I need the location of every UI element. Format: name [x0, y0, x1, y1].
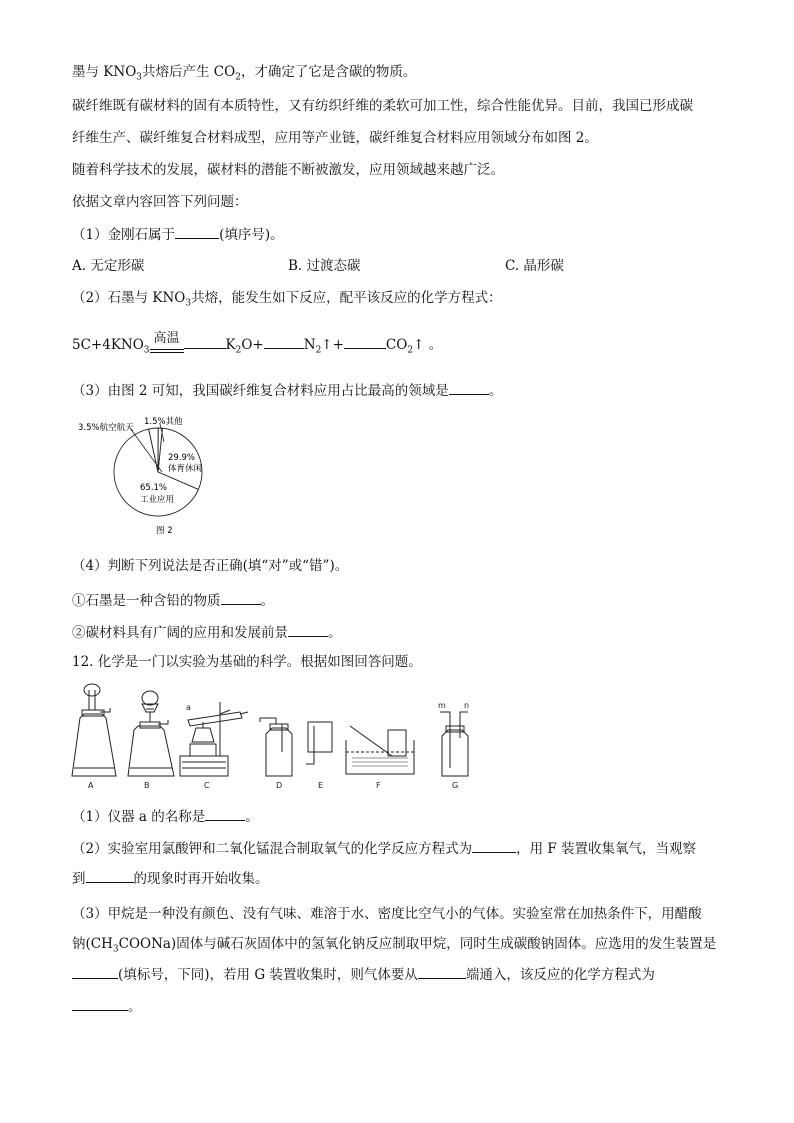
q4-item-1-blank[interactable]: [221, 590, 261, 605]
intro-line-2: 碳纤维既有碳材料的固有本质特性，又有纺织纤维的柔软可加工性，综合性能优异。目前，我国已形成碳: [72, 98, 693, 114]
svg-text:E: E: [318, 781, 324, 790]
q12-part-3-blank-1[interactable]: [72, 964, 118, 979]
q12-part-1: （1）仪器 a 的名称是 。: [72, 806, 259, 827]
label-sports: 体育休闲: [168, 464, 203, 474]
q4-stem: （4）判断下列说法是否正确(填“对”或“错”)。: [72, 558, 349, 574]
figure-caption: 图 2: [156, 526, 173, 536]
q3-answer-blank[interactable]: [449, 380, 489, 395]
q12-part-2-blank-1[interactable]: [472, 838, 516, 853]
q12-part-2-blank-2[interactable]: [86, 868, 134, 883]
q12-part-3-line-1: （3）甲烷是一种没有颜色、没有气味、难溶于水、密度比空气小的气体。实验室常在加热条件下，用醋酸: [72, 906, 702, 922]
q12-part-1-blank[interactable]: [205, 806, 245, 821]
q3-stem: （3）由图 2 可知，我国碳纤维复合材料应用占比最高的领域是 。: [72, 380, 502, 401]
q12-stem: 12. 化学是一门以实验为基础的科学。根据如图回答问题。: [72, 654, 422, 670]
q12-part-2-line-1: （2）实验室用氯酸钾和二氧化锰混合制取氧气的化学反应方程式为 ，用 F 装置收集氧气，当观察: [72, 838, 696, 859]
intro-line-1: 墨与 $KNO_3$共熔后产生 $CO_2$，才确定了它是含碳的物质。: [72, 64, 417, 83]
svg-text:C: C: [204, 781, 210, 790]
n2-coefficient-blank[interactable]: [264, 334, 304, 349]
apparatus-g: [438, 701, 469, 790]
q2-equation: $5C+4KNO_3$ 高温 $K_2O+$ $N_2↑+$ $CO_2↑$ 。: [72, 334, 442, 361]
svg-text:m: m: [438, 701, 446, 710]
svg-text:D: D: [276, 781, 283, 790]
figure-2-pie-chart: [72, 410, 252, 544]
svg-text:F: F: [376, 781, 381, 790]
q1-answer-blank[interactable]: [175, 224, 219, 239]
q12-part-3-line-3: (填标号，下同)，若用 G 装置收集时，则气体要从 端通入，该反应的化学方程式为: [72, 964, 655, 985]
apparatus-d: [260, 718, 292, 790]
reaction-condition-sign: 高温: [150, 341, 184, 361]
q12-part-3-line-4: 。: [72, 996, 142, 1017]
apparatus-figure: [70, 682, 470, 796]
label-other: 1.5%其他: [144, 417, 183, 427]
apparatus-svg: [70, 682, 470, 792]
intro-line-3: 纤维生产、碳纤维复合材料成型，应用等产业链，碳纤维复合材料应用领域分布如图 2。: [72, 130, 598, 146]
co2-coefficient-blank[interactable]: [344, 334, 386, 349]
apparatus-a: [72, 684, 116, 790]
label-industrial-value: 65.1%: [140, 483, 168, 493]
q4-item-2: ②碳材料具有广阔的应用和发展前景 。: [72, 622, 342, 643]
label-aerospace: 3.5%航空航天: [78, 423, 134, 433]
q1-option-c: C. 晶形碳: [505, 258, 564, 274]
apparatus-e: [306, 722, 332, 790]
q1-stem: （1）金刚石属于 (填序号)。: [72, 224, 284, 245]
svg-text:G: G: [452, 781, 459, 790]
label-sports-value: 29.9%: [168, 453, 196, 463]
q4-item-2-blank[interactable]: [288, 622, 328, 637]
svg-text:n: n: [464, 701, 470, 710]
q2-stem: （2）石墨与 $KNO_3$共熔，能发生如下反应，配平该反应的化学方程式：: [72, 290, 502, 309]
q12-part-3-line-2: 钠$(CH_3COONa)$固体与碱石灰固体中的氢氧化钠反应制取甲烷，同时生成碳酸钠固体。应选用的发生装置是: [72, 936, 717, 955]
svg-text:B: B: [144, 781, 150, 790]
apparatus-f: [346, 726, 414, 790]
svg-text:A: A: [88, 781, 94, 790]
intro-line-4: 随着科学技术的发展，碳材料的潜能不断被激发，应用领域越来越广泛。: [72, 162, 504, 178]
k2o-coefficient-blank[interactable]: [184, 334, 226, 349]
q1-option-a: A. 无定形碳: [72, 258, 145, 274]
svg-text:a: a: [186, 703, 191, 712]
q12-part-3-blank-2[interactable]: [418, 964, 466, 979]
q1-option-b: B. 过渡态碳: [288, 258, 361, 274]
q12-part-2-line-2: 到 的现象时再开始收集。: [72, 868, 269, 889]
q12-part-3-blank-3[interactable]: [72, 996, 128, 1011]
label-industrial: 工业应用: [140, 495, 175, 505]
apparatus-b: [128, 691, 174, 790]
q4-item-1: ①石墨是一种含铅的物质 。: [72, 590, 274, 611]
apparatus-c: [180, 702, 248, 790]
pie-chart-svg: [72, 410, 252, 540]
intro-line-5: 依据文章内容回答下列问题：: [72, 194, 248, 210]
